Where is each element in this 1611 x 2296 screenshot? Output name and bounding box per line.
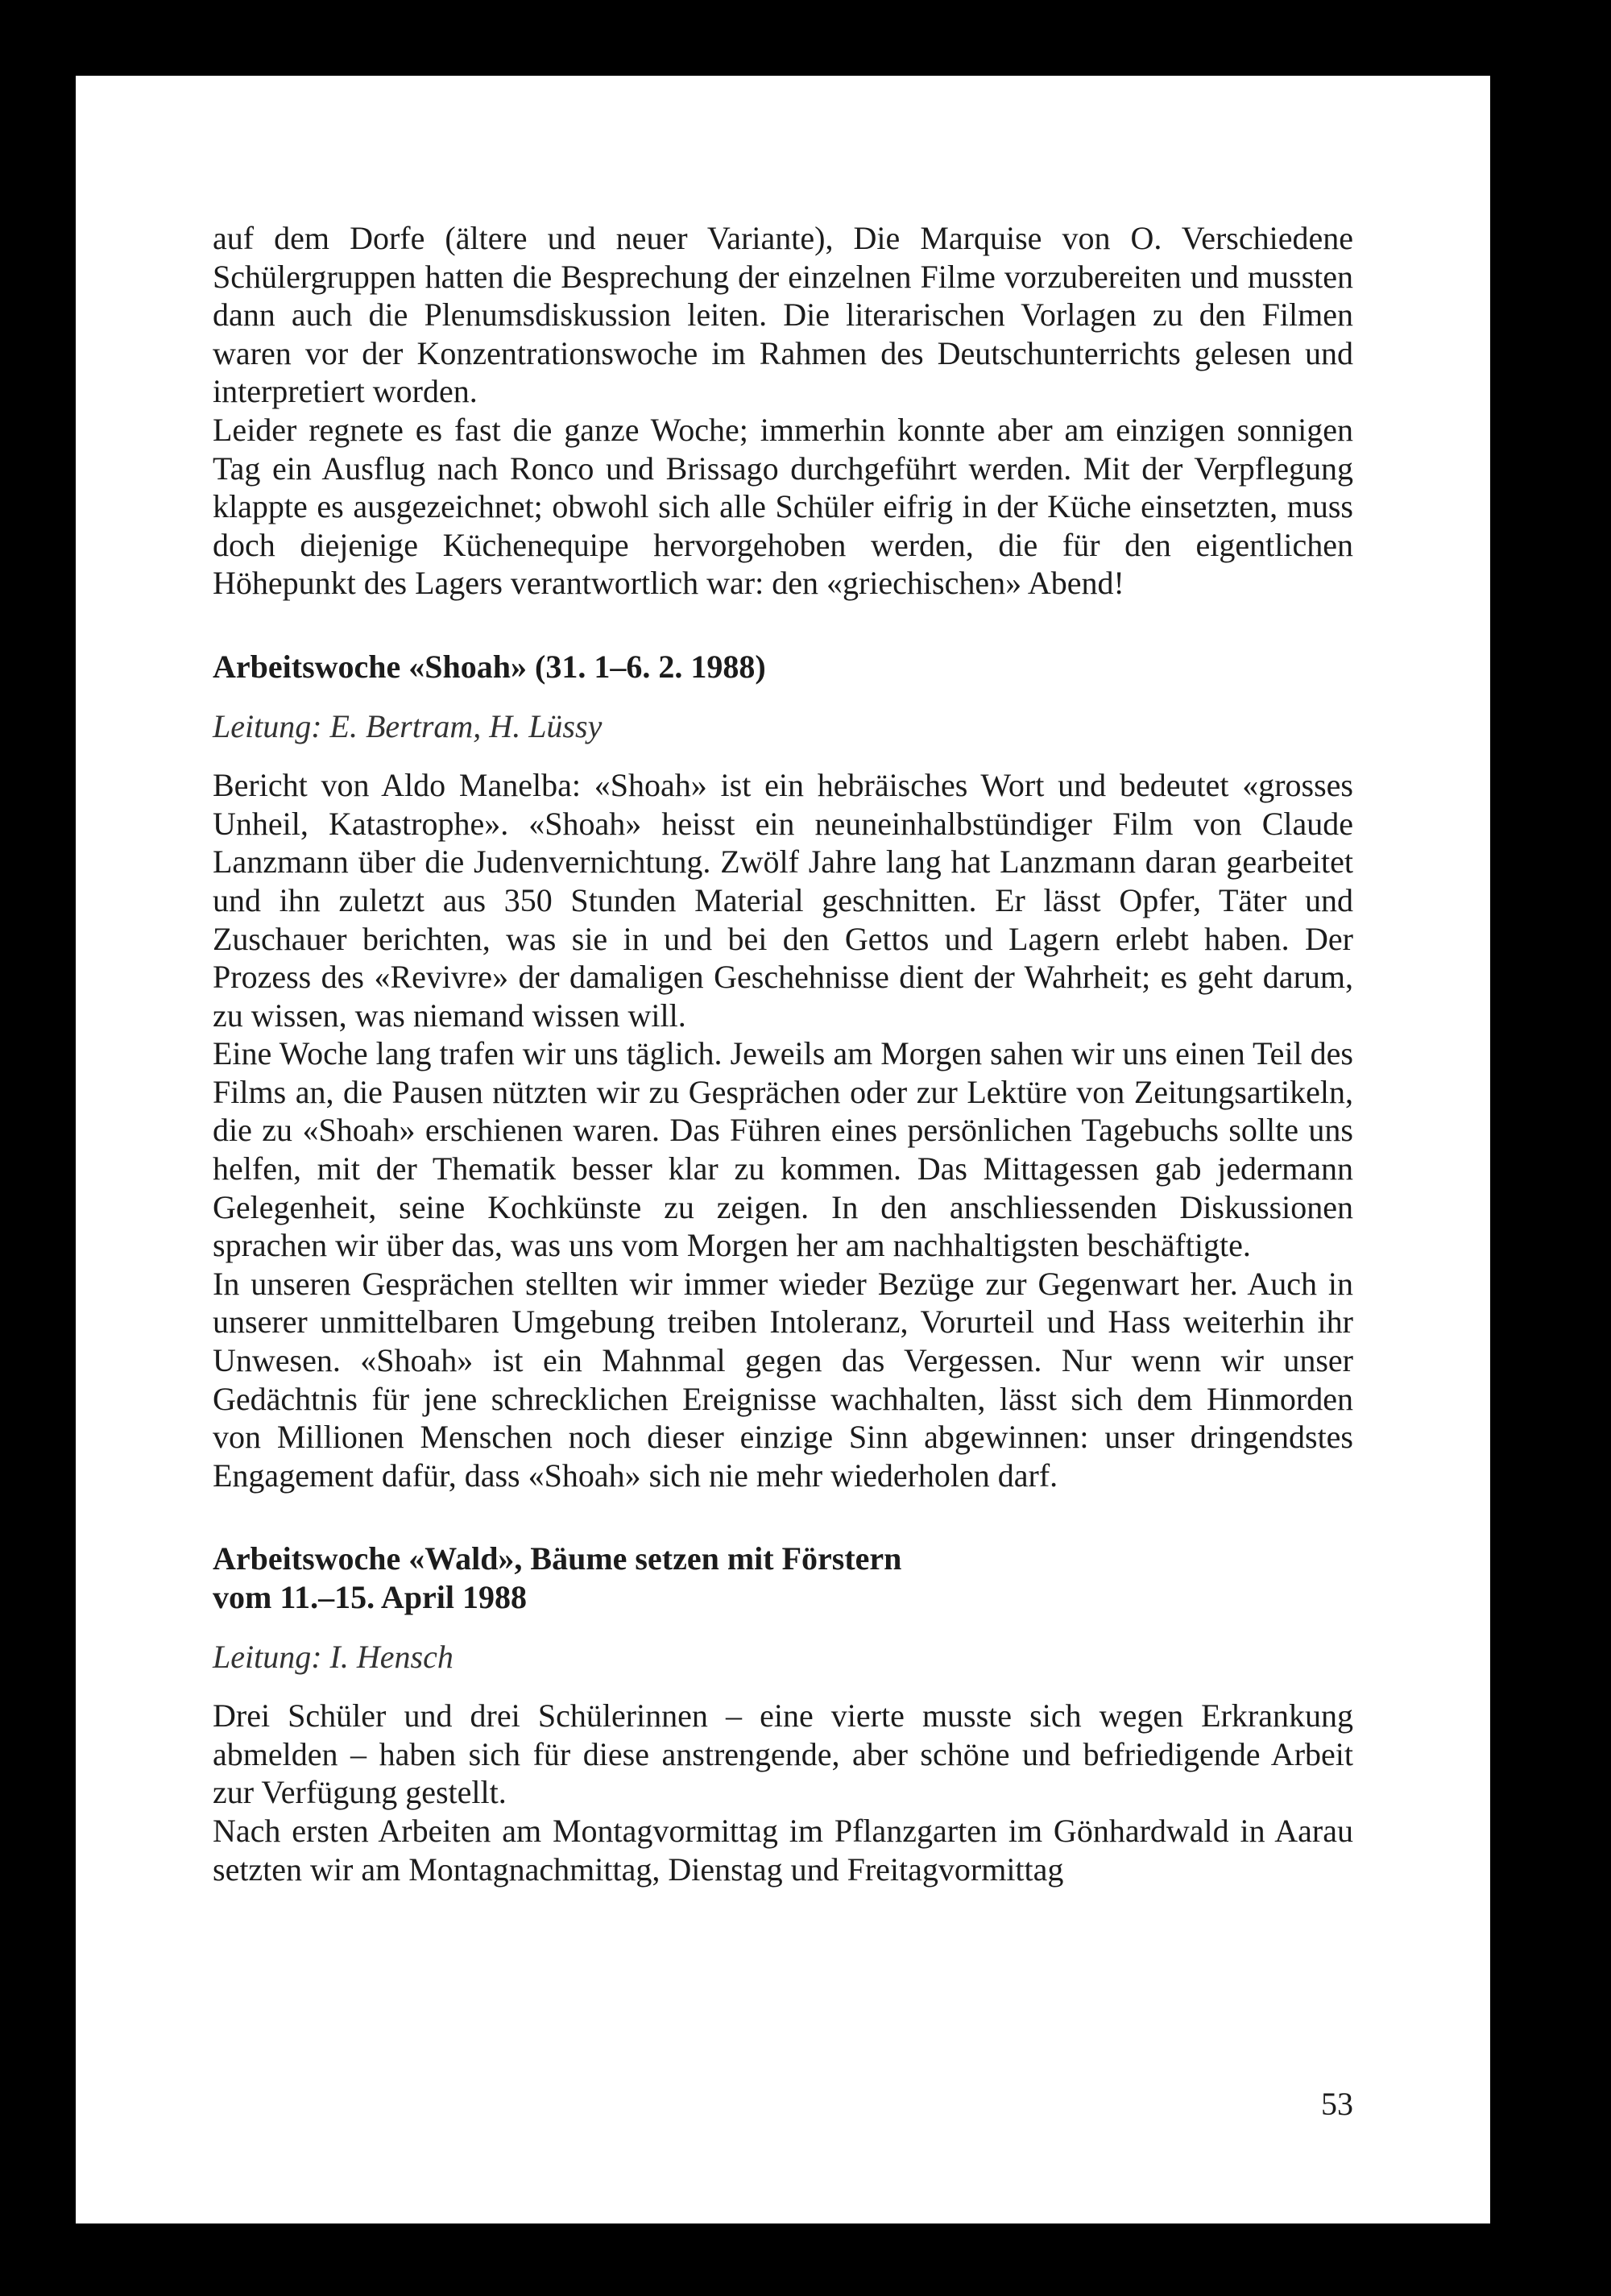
page-content (213, 219, 1353, 1888)
paragraph: Nach ersten Arbeiten am Montagvormittag im Pflanzgarten im Gönhardwald in Aarau setzten wir am Montagnachmittag, Dienstag und Freitagvormittag (213, 1812, 1353, 1888)
page-number: 53 (1321, 2086, 1353, 2122)
section-leitung: Leitung: E. Bertram, H. Lüssy (213, 707, 603, 744)
paragraph: Bericht von Aldo Manelba: «Shoah» ist ein hebräisches Wort und bedeutet «grosses Unheil, Katastrophe». «Shoah» heisst ein neuneinhalbstündiger Film von Claude Lanzmann über die Judenvernichtung. Zwölf Jahre lang hat Lanzmann daran gearbeitet und ihn zuletzt aus 350 Stunden Material geschnitten. Er lässt Opfer, Täter und Zuschauer berichten, was sie in und bei den Gettos und Lagern erlebt haben. Der Prozess des «Revivre» der damaligen Geschehnisse dient der Wahrheit; es geht darum, zu wissen, was niemand wissen will. (213, 767, 1353, 1034)
heading-line: Arbeitswoche «Wald», Bäume setzen mit Förstern (213, 1540, 902, 1577)
paragraph: Leider regnete es fast die ganze Woche; immerhin konnte aber am einzigen sonnigen Tag ein Ausflug nach Ronco und Brissago durchgeführt werden. Mit der Verpflegung klappte es ausgezeichnet; obwohl sich alle Schüler eifrig in der Küche einsetzten, muss doch diejenige Küchenequipe hervorgehoben werden, die für den eigentlichen Höhepunkt des Lagers verantwortlich war: den «griechischen» Abend! (213, 411, 1353, 602)
paragraph: auf dem Dorfe (ältere und neuer Variante), Die Marquise von O. Verschiedene Schülergruppen hatten die Besprechung der einzelnen Filme vorzubereiten und mussten dann auch die Plenumsdiskussion leiten. Die literarischen Vorlagen zu den Filmen waren vor der Konzentrationswoche im Rahmen des Deutschunterrichts gelesen und interpretiert worden. (213, 220, 1353, 410)
heading-line: vom 11.–15. April 1988 (213, 1579, 528, 1615)
paragraph: Eine Woche lang trafen wir uns täglich. Jeweils am Morgen sahen wir uns einen Teil des Films an, die Pausen nützten wir zu Gesprächen oder zur Lektüre von Zeitungsartikeln, die zu «Shoah» erschienen waren. Das Führen eines persönlichen Tagebuchs sollte uns helfen, mit der Thematik besser klar zu kommen. Das Mittagessen gab jedermann Gelegenheit, seine Kochkünste zu zeigen. In den anschliessenden Diskussionen sprachen wir über das, was uns vom Morgen her am nachhaltigsten beschäftigte. (213, 1035, 1353, 1264)
section-leitung: Leitung: I. Hensch (213, 1638, 453, 1675)
section-heading-wald (213, 1540, 1353, 1616)
section-heading-shoah (213, 648, 1353, 686)
paragraph: Drei Schüler und drei Schülerinnen – eine vierte musste sich wegen Erkrankung abmelden – haben sich für diese anstrengende, aber schöne und befriedigende Arbeit zur Verfügung gestellt. (213, 1697, 1353, 1811)
document-page (76, 76, 1490, 2223)
paragraph: In unseren Gesprächen stellten wir immer wieder Bezüge zur Gegenwart her. Auch in unserer unmittelbaren Umgebung treiben Intoleranz, Vorurteil und Hass weiterhin ihr Unwesen. «Shoah» ist ein Mahnmal gegen das Vergessen. Nur wenn wir unser Gedächtnis für jene schrecklichen Ereignisse wachhalten, lässt sich dem Hinmorden von Millionen Menschen noch dieser einzige Sinn abgewinnen: unser dringendstes Engagement dafür, dass «Shoah» sich nie mehr wiederholen darf. (213, 1265, 1353, 1494)
heading-line: Arbeitswoche «Shoah» (31. 1–6. 2. 1988) (213, 648, 766, 685)
